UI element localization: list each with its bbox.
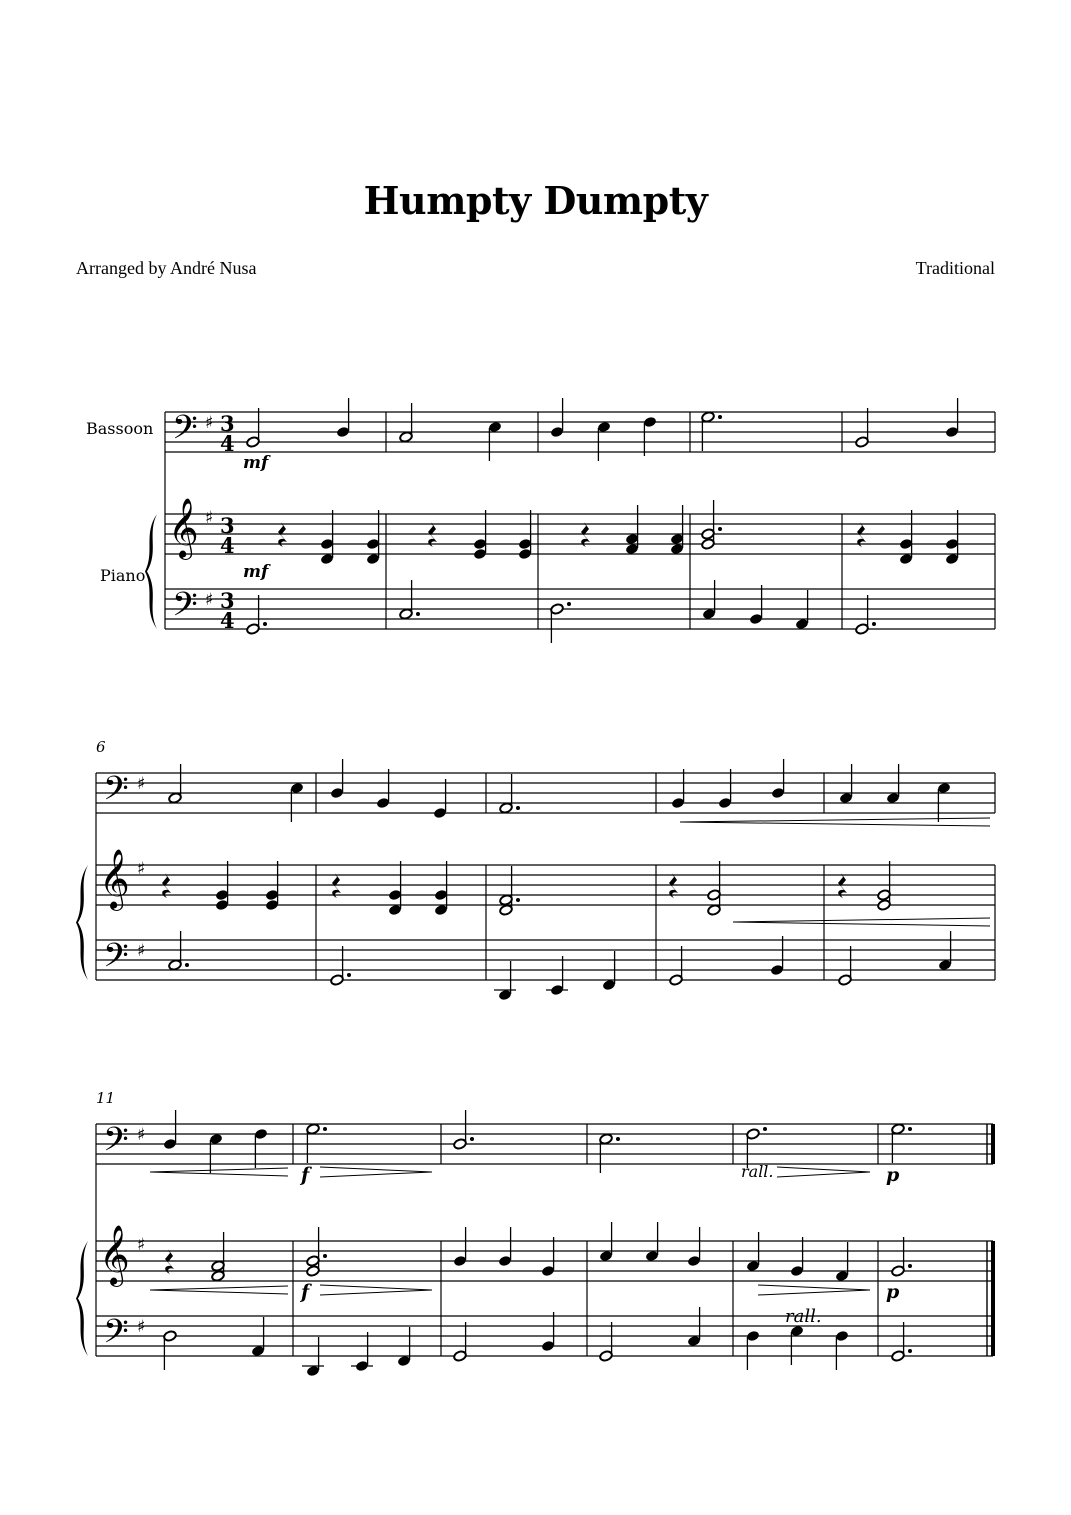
sharp-icon: ♯ bbox=[137, 774, 146, 794]
piano-brace bbox=[76, 865, 88, 980]
bass-clef-icon: 𝄢 bbox=[103, 937, 129, 983]
piano-brace bbox=[145, 514, 157, 629]
augmentation-dot bbox=[263, 622, 267, 626]
sharp-icon: ♯ bbox=[205, 413, 214, 433]
crescendo-hairpin bbox=[733, 918, 990, 922]
augmentation-dot bbox=[718, 527, 722, 531]
sharp-icon: ♯ bbox=[205, 590, 214, 610]
augmentation-dot bbox=[323, 1254, 327, 1258]
piano-brace bbox=[76, 1241, 88, 1356]
time-signature-bottom: 4 bbox=[220, 608, 235, 633]
augmentation-dot bbox=[763, 1127, 767, 1131]
decrescendo-hairpin bbox=[758, 1290, 870, 1295]
crescendo-hairpin bbox=[680, 818, 990, 822]
sharp-icon: ♯ bbox=[137, 859, 146, 879]
sharp-icon: ♯ bbox=[137, 1235, 146, 1255]
crescendo-hairpin bbox=[150, 1168, 288, 1172]
dynamic-p-piano: p bbox=[886, 1281, 900, 1303]
bass-clef-icon: 𝄢 bbox=[103, 1313, 129, 1359]
augmentation-dot bbox=[718, 415, 722, 419]
augmentation-dot bbox=[347, 973, 351, 977]
time-signature-bottom: 4 bbox=[220, 431, 235, 456]
augmentation-dot bbox=[567, 602, 571, 606]
treble-clef-icon: 𝄞 bbox=[168, 498, 199, 558]
time-signature-bottom: 4 bbox=[220, 533, 235, 558]
augmentation-dot bbox=[908, 1264, 912, 1268]
sharp-icon: ♯ bbox=[205, 508, 214, 528]
rall-marking-piano: rall. bbox=[785, 1306, 822, 1327]
crescendo-hairpin bbox=[733, 922, 990, 926]
augmentation-dot bbox=[416, 612, 420, 616]
decrescendo-hairpin bbox=[320, 1290, 432, 1295]
measure-number: 6 bbox=[96, 738, 106, 756]
crescendo-hairpin bbox=[150, 1172, 288, 1176]
decrescendo-hairpin bbox=[777, 1167, 870, 1172]
augmentation-dot bbox=[908, 1127, 912, 1131]
sharp-icon: ♯ bbox=[137, 1125, 146, 1145]
crescendo-hairpin bbox=[680, 822, 990, 826]
page-title: Humpty Dumpty bbox=[363, 178, 708, 223]
music-notation bbox=[76, 398, 995, 1377]
augmentation-dot bbox=[516, 806, 520, 810]
time-signature-top: 3 bbox=[220, 513, 235, 538]
bass-clef-icon: 𝄢 bbox=[172, 409, 198, 455]
decrescendo-hairpin bbox=[777, 1172, 870, 1177]
decrescendo-hairpin bbox=[320, 1167, 432, 1172]
bass-clef-icon: 𝄢 bbox=[172, 586, 198, 632]
time-signature-top: 3 bbox=[220, 411, 235, 436]
decrescendo-hairpin bbox=[320, 1285, 432, 1290]
augmentation-dot bbox=[872, 622, 876, 626]
composer-credit: Traditional bbox=[915, 258, 995, 278]
augmentation-dot bbox=[908, 1349, 912, 1353]
instrument-label-bassoon: Bassoon bbox=[86, 419, 154, 438]
rall-marking-bassoon: rall. bbox=[741, 1162, 774, 1181]
crescendo-hairpin bbox=[150, 1286, 288, 1290]
augmentation-dot bbox=[516, 898, 520, 902]
instrument-label-piano: Piano bbox=[100, 566, 146, 585]
augmentation-dot bbox=[185, 963, 189, 967]
measure-number: 11 bbox=[96, 1089, 116, 1107]
decrescendo-hairpin bbox=[320, 1172, 432, 1177]
bass-clef-icon: 𝄢 bbox=[103, 770, 129, 816]
augmentation-dot bbox=[616, 1137, 620, 1141]
dynamic-f-bassoon: f bbox=[301, 1164, 310, 1186]
augmentation-dot bbox=[470, 1137, 474, 1141]
augmentation-dot bbox=[323, 1127, 327, 1131]
treble-clef-icon: 𝄞 bbox=[99, 1225, 130, 1285]
arranger-credit: Arranged by André Nusa bbox=[76, 258, 257, 278]
sharp-icon: ♯ bbox=[137, 941, 146, 961]
dynamic-mf-bassoon: mf bbox=[243, 453, 269, 473]
time-signature-top: 3 bbox=[220, 588, 235, 613]
crescendo-hairpin bbox=[150, 1290, 288, 1294]
dynamic-mf-piano: mf bbox=[243, 562, 269, 582]
decrescendo-hairpin bbox=[758, 1285, 870, 1290]
sharp-icon: ♯ bbox=[137, 1317, 146, 1337]
dynamic-f-piano: f bbox=[301, 1281, 310, 1303]
dynamic-p-bassoon: p bbox=[886, 1164, 900, 1186]
treble-clef-icon: 𝄞 bbox=[99, 849, 130, 909]
bass-clef-icon: 𝄢 bbox=[103, 1121, 129, 1167]
